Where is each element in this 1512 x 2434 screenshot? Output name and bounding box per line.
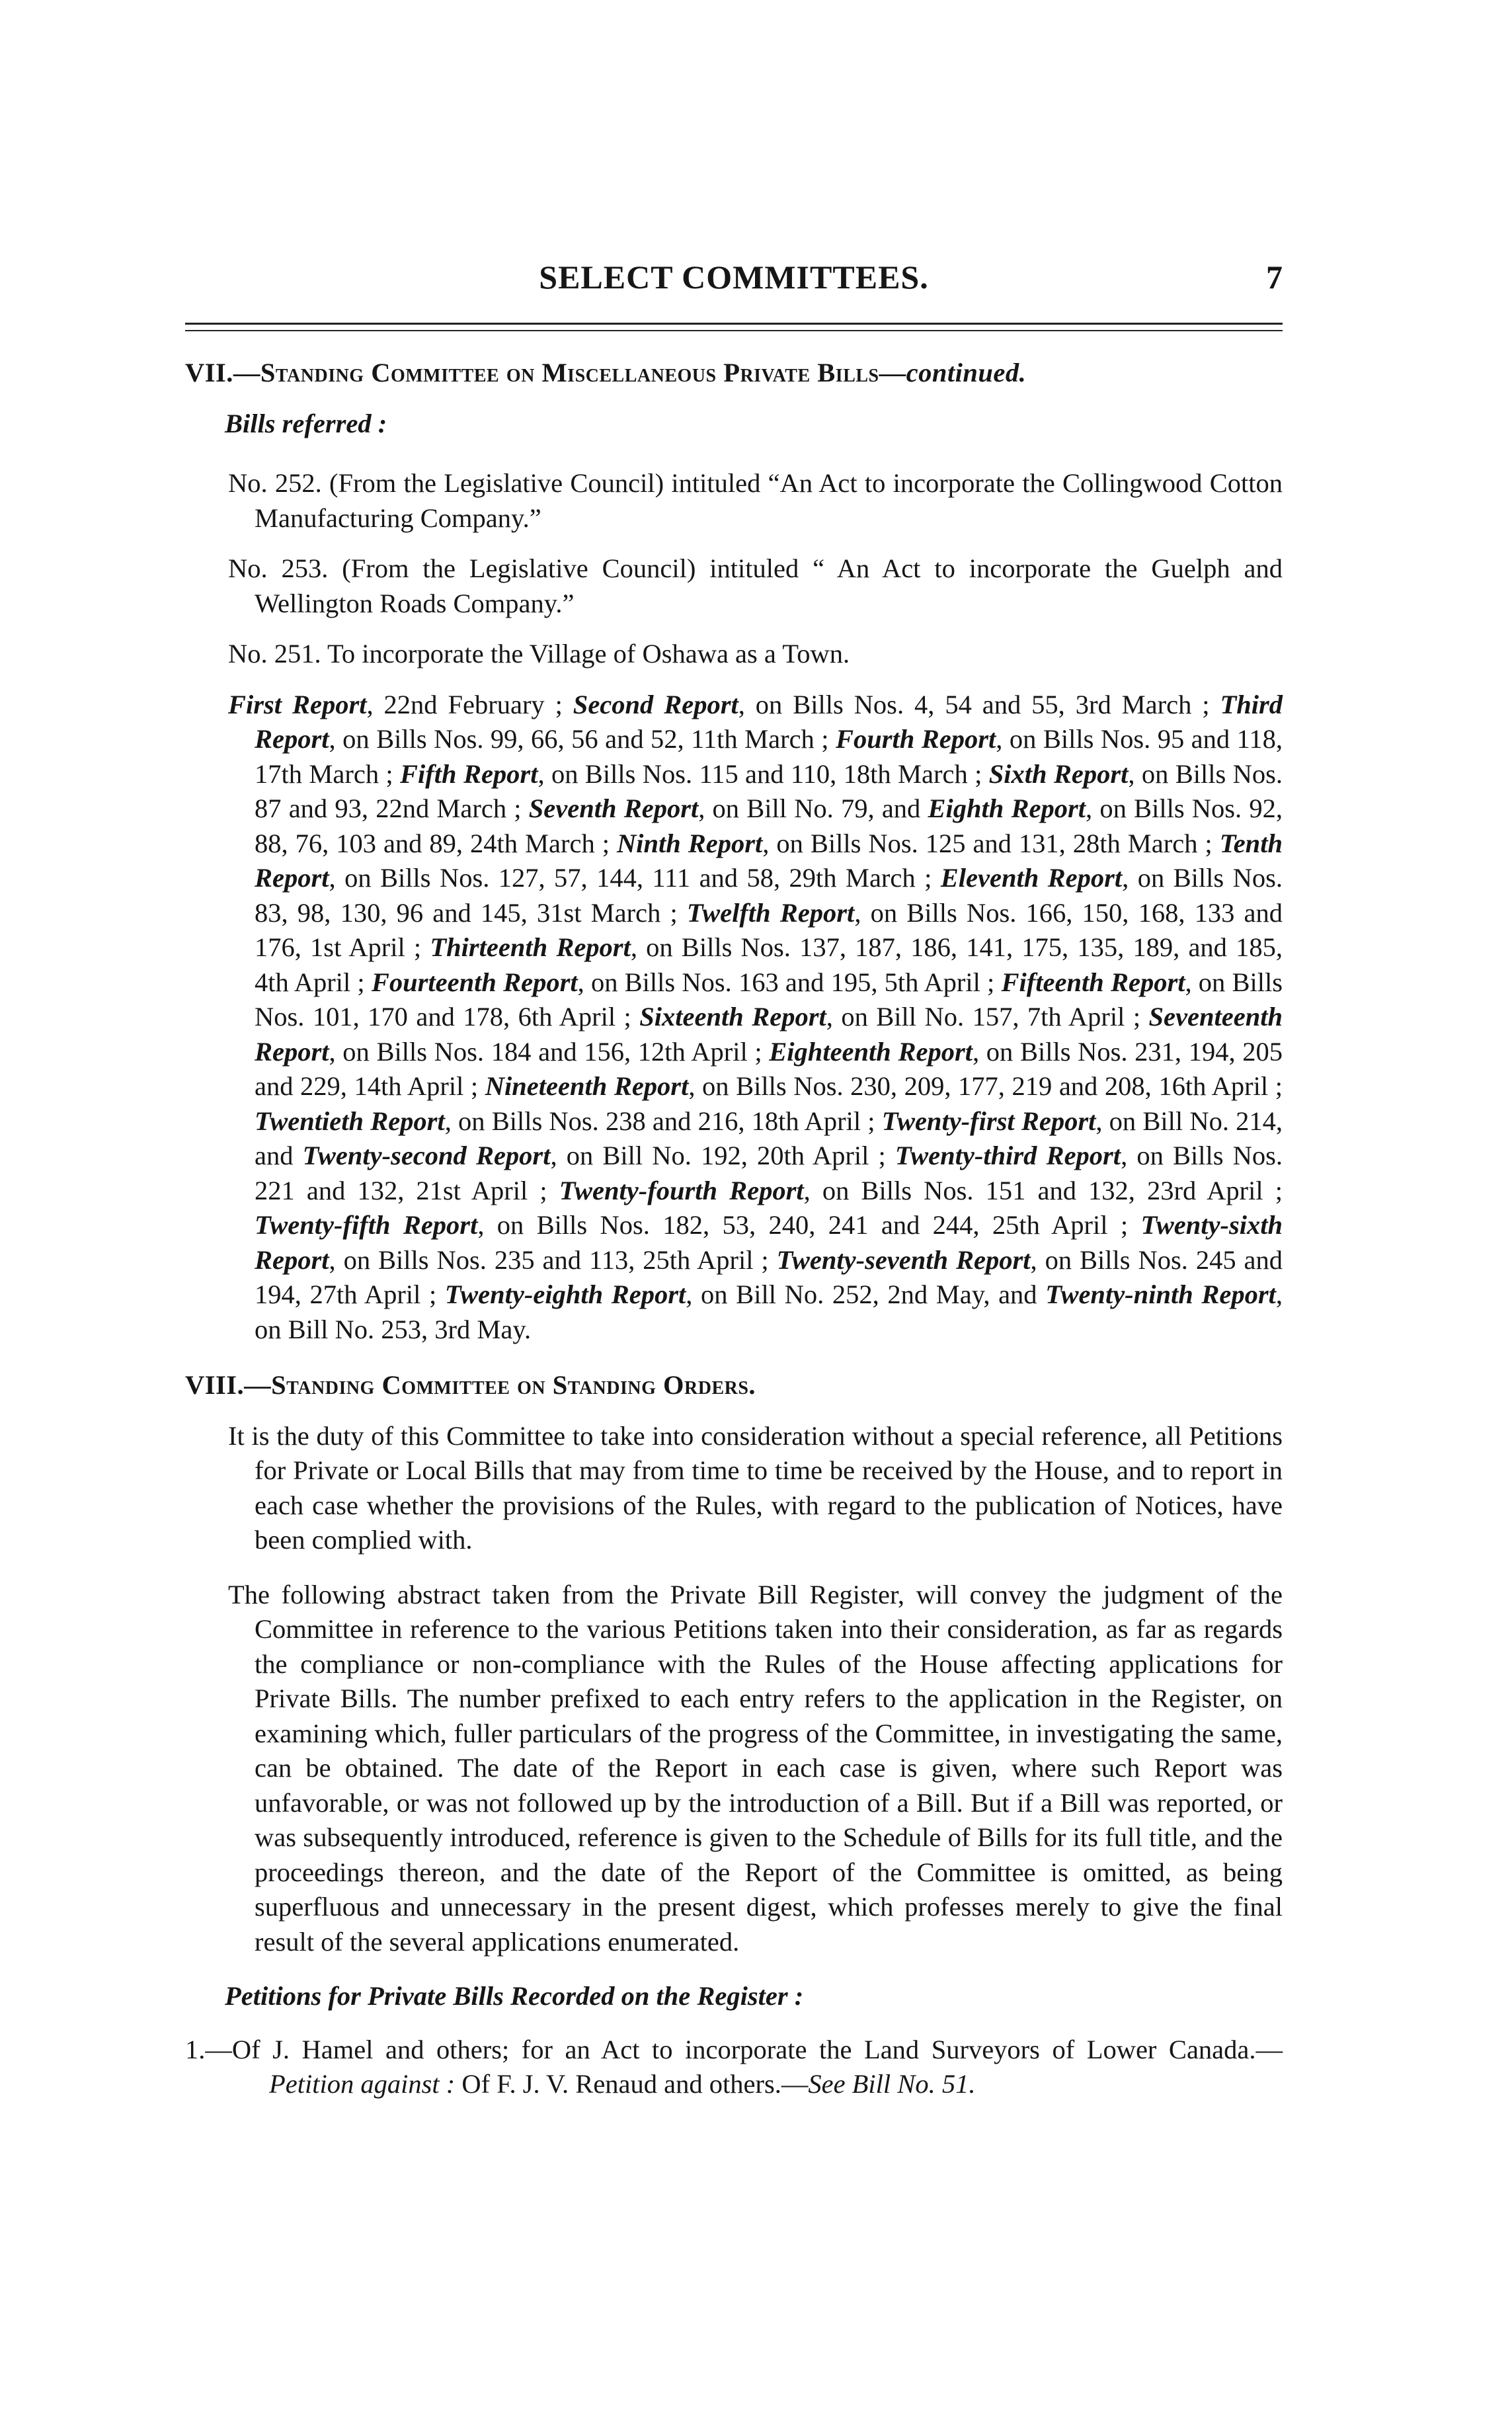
report-detail: , on Bills Nos. 4, 54 and 55, 3rd March ;	[738, 689, 1220, 719]
section-heading-viii	[185, 1368, 1283, 1403]
report-detail: , on Bills Nos. 184 and 156, 12th April ;	[329, 1036, 770, 1067]
report-detail: , on Bill No. 252, 2nd May, and	[686, 1279, 1046, 1309]
continued-label: continued.	[906, 358, 1027, 387]
report-name: Sixth Report	[988, 758, 1129, 789]
report-detail: , on Bills Nos. 115 and 110, 18th March ;	[537, 758, 989, 789]
report-detail: , on Bills Nos. 83, 98, 130, 96 and 145, 31st March ;	[255, 863, 1283, 928]
report-name: Sixteenth Report	[639, 1002, 826, 1032]
section-title: Standing Committee on Standing Orders.	[271, 1370, 756, 1400]
report-detail: , on Bills Nos. 182, 53, 240, 241 and 244, 25th April ;	[477, 1210, 1141, 1240]
report-detail: , on Bills Nos. 245 and 194, 27th April ;	[255, 1244, 1283, 1309]
report-name: Fifteenth Report	[1001, 967, 1185, 997]
report-name: Eighteenth Report	[769, 1036, 973, 1067]
bills-referred-label: Bills referred :	[225, 408, 387, 438]
report-detail: , on Bills Nos. 230, 209, 177, 219 and 208, 16th April ;	[688, 1071, 1283, 1101]
report-detail: , on Bill No. 157, 7th April ;	[826, 1002, 1149, 1032]
report-name: Seventeenth Report	[255, 1002, 1283, 1067]
duty-paragraph: It is the duty of this Committee to take into consideration without a special reference, all Petitions for Private or Local Bills that may from time to time be received by the House, and to report in each case whether the provisions of the Rules, with regard to the publication of Notices, have been complied with.	[228, 1420, 1283, 1555]
section-number: VIII.—	[185, 1370, 272, 1400]
petition-entry	[185, 2033, 1283, 2102]
report-name: Eighth Report	[928, 793, 1086, 823]
bill-entry: No. 253. (From the Legislative Council) intituled “ An Act to incorporate the Guelph and Wellington Roads Company.”	[228, 553, 1283, 618]
report-name: Twenty-eighth Report	[444, 1279, 686, 1309]
report-name: Fourth Report	[836, 724, 996, 754]
header-rule-top	[185, 323, 1283, 325]
report-detail: , on Bills Nos. 137, 187, 186, 141, 175, 135, 189, and 185, 4th April ;	[255, 932, 1283, 997]
report-name: Twenty-third Report	[895, 1141, 1121, 1170]
report-name: Twenty-ninth Report	[1045, 1279, 1276, 1309]
section-heading-vii	[185, 356, 1283, 391]
report-detail: , on Bill No. 79, and	[698, 793, 928, 823]
page-title: SELECT COMMITTEES.	[539, 259, 929, 296]
body-text	[185, 356, 1283, 2102]
section-title: Standing Committee on Miscellaneous Private Bills—	[260, 358, 906, 387]
report-detail: , on Bills Nos. 221 and 132, 21st April ;	[255, 1141, 1283, 1205]
page-number: 7	[1266, 259, 1283, 296]
report-name: Seventh Report	[528, 793, 699, 823]
petitions-label: Petitions for Private Bills Recorded on the Register :	[225, 1981, 804, 2011]
report-detail: , on Bills Nos. 151 and 132, 23rd April ;	[803, 1175, 1283, 1205]
report-detail: , on Bills Nos. 235 and 113, 25th April ;	[329, 1244, 777, 1275]
petition-text: 1.—Of J. Hamel and others; for an Act to incorporate the Land Surveyors of Lower Canada.—	[185, 2034, 1283, 2064]
report-name: Twenty-seventh Report	[776, 1244, 1031, 1275]
report-name: Twenty-fourth Report	[559, 1175, 804, 1205]
petition-against-text: Of F. J. V. Renaud and others.—	[455, 2069, 809, 2099]
report-detail: , on Bills Nos. 92, 88, 76, 103 and 89, 24th March ;	[255, 793, 1283, 858]
report-name: Second Report	[573, 689, 738, 719]
report-name: First Report	[228, 689, 367, 719]
report-name: Twelfth Report	[686, 897, 855, 928]
report-detail: , on Bills Nos. 163 and 195, 5th April ;	[577, 967, 1002, 997]
report-name: Fifth Report	[400, 758, 538, 789]
bill-entry: No. 251. To incorporate the Village of Oshawa as a Town.	[228, 639, 850, 669]
report-detail: , on Bills Nos. 95 and 118, 17th March ;	[255, 724, 1283, 789]
report-detail: , 22nd February ;	[366, 689, 573, 719]
report-detail: , on Bills Nos. 127, 57, 144, 111 and 58, 29th March ;	[329, 863, 941, 893]
see-bill-reference: See Bill No. 51.	[808, 2069, 976, 2099]
report-name: Twenty-sixth Report	[255, 1210, 1283, 1275]
report-name: Ninth Report	[616, 828, 763, 858]
section-number: VII.—	[185, 358, 260, 387]
report-name: Eleventh Report	[940, 863, 1123, 893]
report-name: Third Report	[255, 689, 1283, 754]
report-detail: , on Bills Nos. 231, 194, 205 and 229, 14th April ;	[255, 1036, 1283, 1101]
report-detail: , on Bill No. 192, 20th April ;	[550, 1141, 895, 1170]
report-name: Twenty-fifth Report	[255, 1210, 478, 1240]
report-detail: , on Bills Nos. 125 and 131, 28th March ;	[762, 828, 1220, 858]
report-detail: , on Bills Nos. 166, 150, 168, 133 and 176, 1st April ;	[255, 897, 1283, 962]
petition-against-label: Petition against :	[269, 2069, 456, 2099]
report-name: Tenth Report	[255, 828, 1283, 893]
report-name: Fourteenth Report	[371, 967, 578, 997]
report-name: Twenty-first Report	[881, 1106, 1096, 1136]
report-detail: , on Bills Nos. 238 and 216, 18th April ;	[444, 1106, 882, 1136]
abstract-paragraph: The following abstract taken from the Private Bill Register, will convey the judgment of the Committee in reference to the various Petitions taken into their consideration, as far as regards the compliance or non-compliance with the Rules of the House affecting applications for Private Bills. The number prefixed to each entry refers to the application in the Register, on examining which, fuller particulars of the progress of the Committee, in investigating the same, can be obtained. The date of the Report in each case is given, where such Report was unfavorable, or was not followed up by the introduction of a Bill. But if a Bill was reported, or was subsequently introduced, reference is given to the Schedule of Bills for its full title, and the proceedings thereon, and the date of the Report of the Committee is omitted, as being superfluous and unnecessary in the present digest, which professes merely to give the final result of the several applications enumerated.	[228, 1579, 1283, 1957]
report-detail: , on Bills Nos. 101, 170 and 178, 6th April ;	[255, 967, 1283, 1032]
bill-entry: No. 252. (From the Legislative Council) intituled “An Act to incorporate the Collingwood Cotton Manufacturing Company.”	[228, 468, 1283, 533]
report-detail: , on Bills Nos. 87 and 93, 22nd March ;	[255, 758, 1283, 823]
report-name: Thirteenth Report	[430, 932, 631, 962]
header-rule-bottom	[185, 330, 1283, 331]
report-name: Twenty-second Report	[302, 1141, 551, 1170]
report-name: Nineteenth Report	[485, 1071, 689, 1101]
reports-paragraph	[185, 688, 1283, 1348]
report-detail: , on Bill No. 253, 3rd May.	[255, 1279, 1283, 1344]
report-detail: , on Bills Nos. 99, 66, 56 and 52, 11th March ;	[329, 724, 836, 754]
report-detail: , on Bill No. 214, and	[255, 1106, 1283, 1170]
running-head	[185, 258, 1283, 304]
report-name: Twentieth Report	[255, 1106, 445, 1136]
